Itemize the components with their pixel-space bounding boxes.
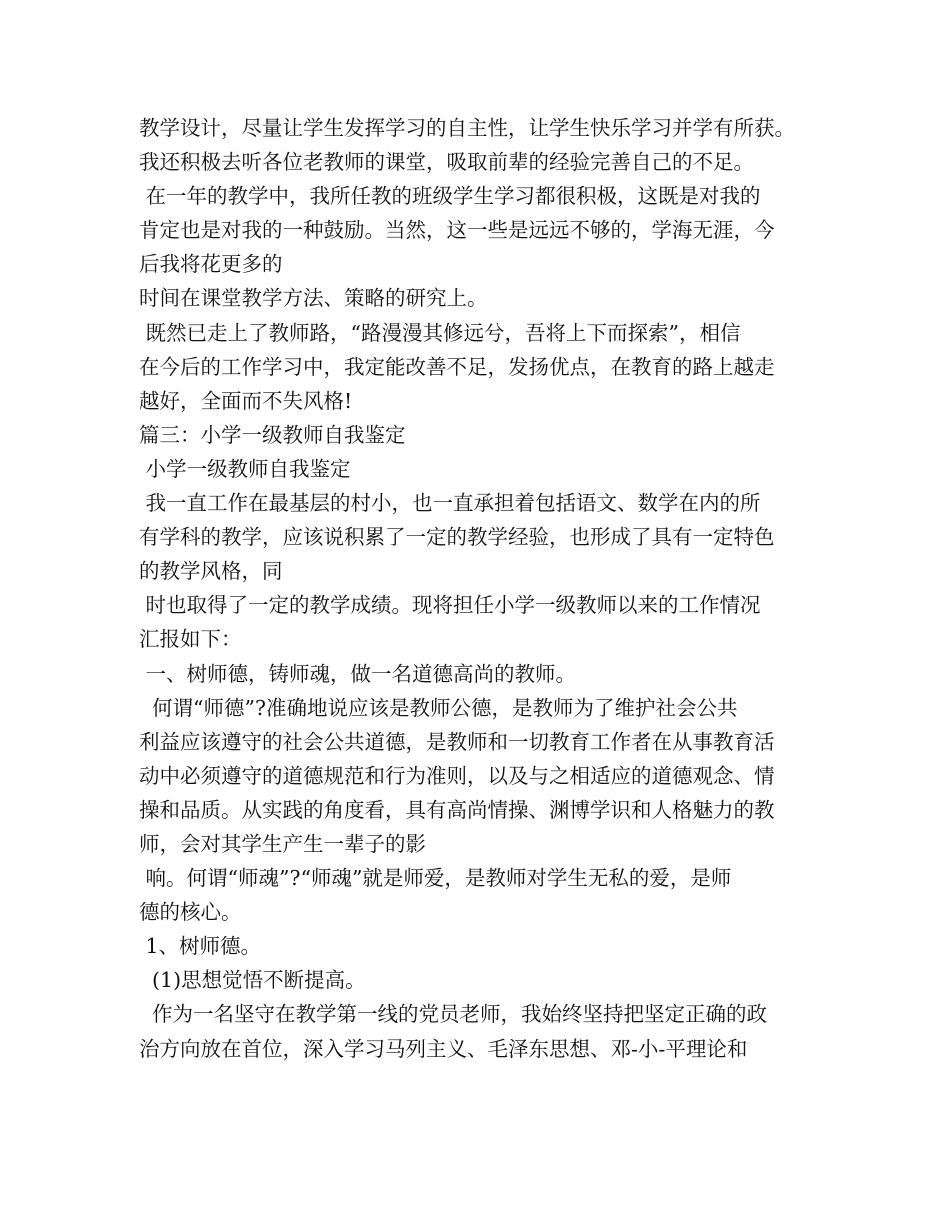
text-line: 在一年的教学中，我所任教的班级学生学习都很积极，这既是对我的: [139, 184, 761, 209]
text-line: 作为一名坚守在教学第一线的党员老师，我始终坚持把坚定正确的政: [139, 1002, 768, 1027]
section-heading: 篇三：小学一级教师自我鉴定: [139, 422, 406, 447]
text-line: 我还积极去听各位老教师的课堂，吸取前辈的经验完善自己的不足。: [139, 150, 754, 175]
text-line: 后我将花更多的: [139, 252, 283, 277]
text-line: 有学科的教学，应该说积累了一定的教学经验，也形成了具有一定特色: [139, 525, 775, 550]
list-subheading: (1)思想觉悟不断提高。: [139, 968, 366, 993]
document-body: [139, 111, 829, 1066]
text-line: 越好，全面而不失风格!: [139, 388, 353, 413]
text-line: 教学设计，尽量让学生发挥学习的自主性，让学生快乐学习并学有所获。: [139, 116, 795, 140]
list-heading: 1、树师德。: [139, 934, 262, 959]
text-line: 利益应该遵守的社会公共道德，是教师和一切教育工作者在从事教育活: [139, 729, 775, 754]
text-line: 汇报如下：: [139, 627, 242, 652]
text-line: 德的核心。: [139, 900, 242, 925]
list-heading: 一、树师德，铸师魂，做一名道德高尚的教师。: [139, 661, 577, 686]
text-line: 我一直工作在最基层的村小，也一直承担着包括语文、数学在内的所: [139, 491, 761, 516]
text-line: 在今后的工作学习中，我定能改善不足，发扬优点，在教育的路上越走: [139, 354, 775, 379]
text-line: 何谓“师德”?准确地说应该是教师公德，是教师为了维护社会公共: [139, 695, 738, 720]
text-line: 操和品质。从实践的角度看，具有高尚情操、渊博学识和人格魅力的教: [139, 797, 775, 822]
text-line: 师，会对其学生产生一辈子的影: [139, 831, 426, 856]
text-line: 既然已走上了教师路，“路漫漫其修远兮，吾将上下而探索”，相信: [139, 320, 741, 345]
text-line: 治方向放在首位，深入学习马列主义、毛泽东思想、邓-小-平理论和: [139, 1036, 748, 1061]
text-line: 时间在课堂教学方法、策略的研究上。: [139, 286, 488, 311]
text-line: 响。何谓“师魂”?“师魂”就是师爱，是教师对学生无私的爱，是师: [139, 866, 732, 891]
text-line: 动中必须遵守的道德规范和行为准则，以及与之相适应的道德观念、情: [139, 763, 775, 788]
text-line: 的教学风格，同: [139, 559, 283, 584]
text-line: 肯定也是对我的一种鼓励。当然，这一些是远远不够的，学海无涯，今: [139, 218, 775, 243]
section-subtitle: 小学一级教师自我鉴定: [139, 456, 351, 481]
text-line: 时也取得了一定的教学成绩。现将担任小学一级教师以来的工作情况: [139, 593, 761, 618]
